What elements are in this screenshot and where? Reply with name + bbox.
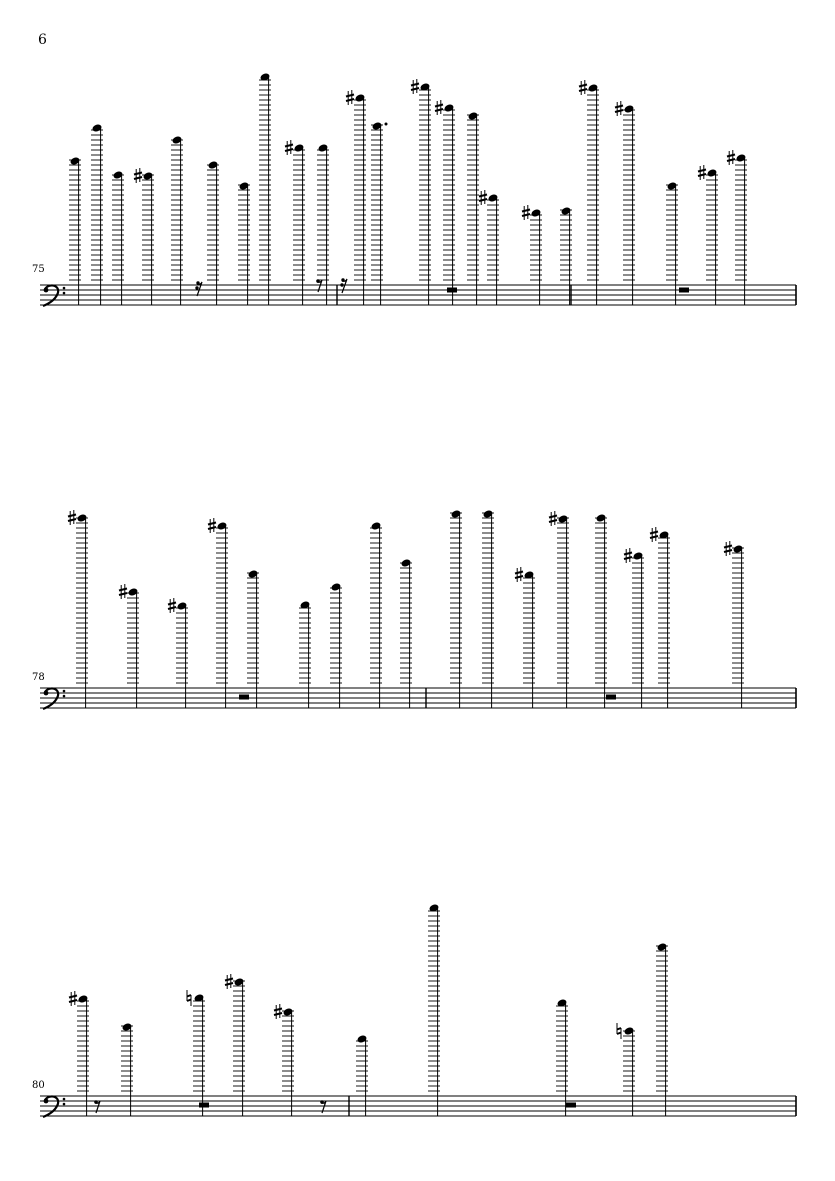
sharp-icon xyxy=(168,603,176,605)
sharp-icon xyxy=(579,89,587,91)
sharp-icon xyxy=(724,550,732,552)
sharp-icon xyxy=(727,159,735,161)
sharp-icon xyxy=(119,589,127,591)
measure-number-80: 80 xyxy=(32,1080,45,1091)
sharp-icon xyxy=(274,1013,282,1015)
sixteenth-rest-icon xyxy=(340,283,343,286)
sharp-icon xyxy=(134,177,142,179)
sharp-icon xyxy=(134,173,142,175)
sharp-icon xyxy=(411,88,419,90)
sharp-icon xyxy=(522,214,530,216)
sharp-icon xyxy=(208,527,216,529)
page-number: 6 xyxy=(38,32,47,48)
sharp-icon xyxy=(727,155,735,157)
sharp-icon xyxy=(615,110,623,112)
sharp-icon xyxy=(724,546,732,548)
sharp-icon xyxy=(435,109,443,111)
whole-rest-icon xyxy=(679,288,689,293)
whole-rest-icon xyxy=(447,288,457,293)
augmentation-dot xyxy=(385,123,388,126)
natural-icon xyxy=(617,1028,621,1030)
sharp-icon xyxy=(225,983,233,985)
sharp-icon xyxy=(479,195,487,197)
sharp-icon xyxy=(346,99,354,101)
bass-clef-dot xyxy=(44,691,49,696)
sharp-icon xyxy=(119,593,127,595)
sharp-icon xyxy=(68,515,76,517)
measure-number-78: 78 xyxy=(32,672,45,683)
bass-clef-dot xyxy=(44,1099,49,1104)
sharp-icon xyxy=(549,520,557,522)
sharp-icon xyxy=(411,84,419,86)
whole-rest-icon xyxy=(566,1103,576,1108)
whole-rest-icon xyxy=(606,695,616,700)
sharp-icon xyxy=(69,996,77,998)
sharp-icon xyxy=(650,536,658,538)
sharp-icon xyxy=(435,105,443,107)
sharp-icon xyxy=(515,572,523,574)
sixteenth-rest-icon xyxy=(195,286,198,289)
sharp-icon xyxy=(274,1009,282,1011)
sharp-icon xyxy=(698,170,706,172)
natural-icon xyxy=(187,995,191,997)
bass-clef-dot xyxy=(63,1098,66,1101)
sharp-icon xyxy=(522,210,530,212)
sharp-icon xyxy=(615,106,623,108)
sharp-icon xyxy=(285,149,293,151)
sharp-icon xyxy=(698,174,706,176)
sharp-icon xyxy=(225,979,233,981)
bass-clef-dot xyxy=(63,690,66,693)
sharp-icon xyxy=(168,607,176,609)
natural-icon xyxy=(187,1000,191,1002)
sharp-icon xyxy=(624,557,632,559)
sharp-icon xyxy=(650,532,658,534)
bass-clef-dot xyxy=(63,287,66,290)
sharp-icon xyxy=(285,145,293,147)
natural-icon xyxy=(617,1033,621,1035)
sharp-icon xyxy=(624,553,632,555)
bass-clef-dot xyxy=(63,695,66,698)
whole-rest-icon xyxy=(239,695,249,700)
bass-clef-dot xyxy=(63,292,66,295)
sharp-icon xyxy=(549,516,557,518)
bass-clef-dot xyxy=(44,288,49,293)
sharp-icon xyxy=(69,1000,77,1002)
sharp-icon xyxy=(208,523,216,525)
sharp-icon xyxy=(479,199,487,201)
sharp-icon xyxy=(346,95,354,97)
sharp-icon xyxy=(515,576,523,578)
sharp-icon xyxy=(579,85,587,87)
sharp-icon xyxy=(68,519,76,521)
whole-rest-icon xyxy=(199,1103,209,1108)
bass-clef-dot xyxy=(63,1103,66,1106)
measure-number-75: 75 xyxy=(32,264,45,275)
